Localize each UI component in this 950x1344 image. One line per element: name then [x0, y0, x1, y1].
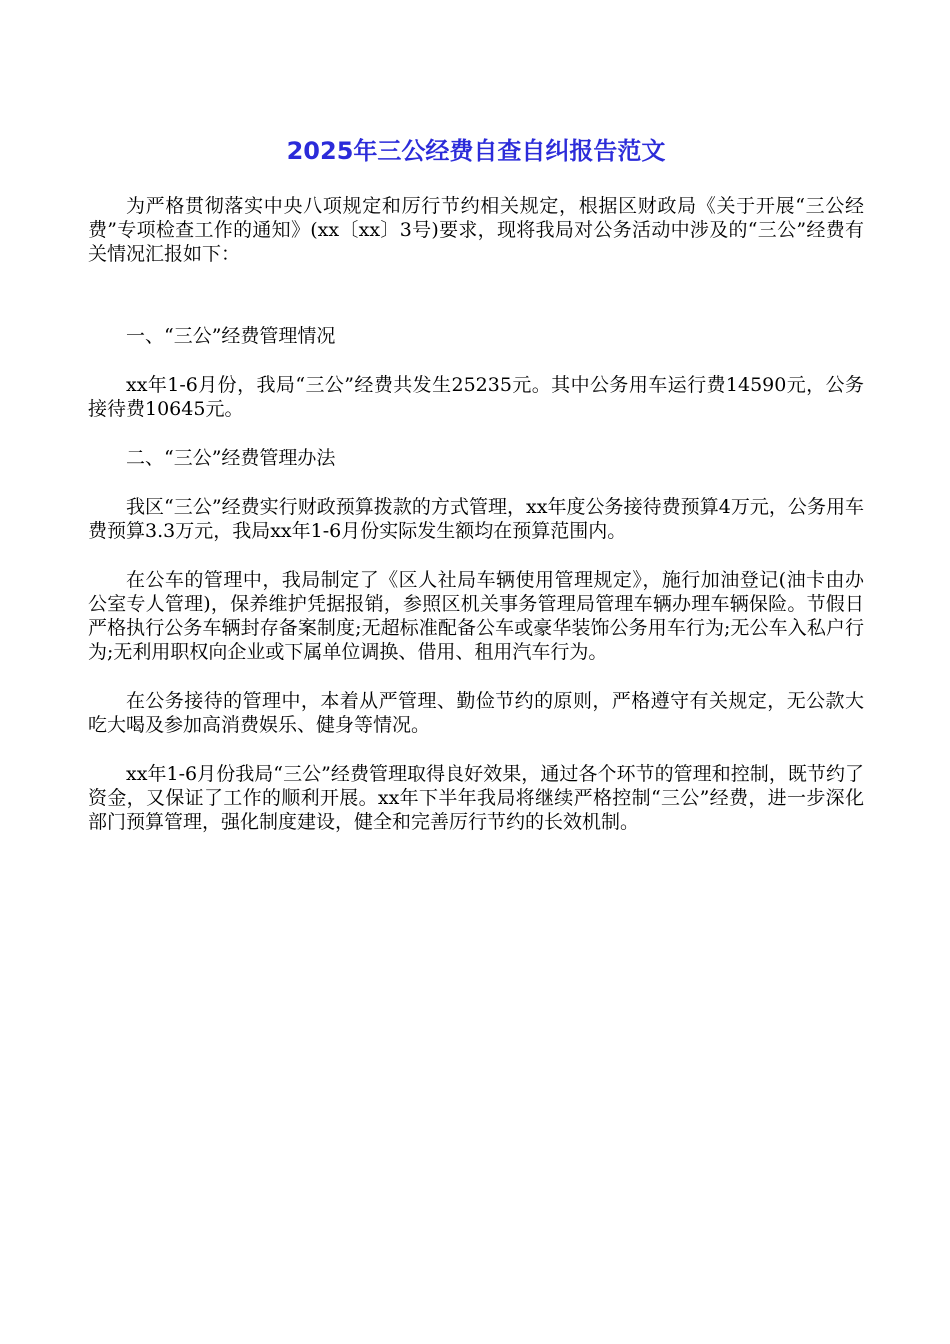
document-title: 2025年三公经费自查自纠报告范文	[286, 137, 666, 165]
body-paragraph: 我区“三公”经费实行财政预算拨款的方式管理，xx年度公务接待费预算4万元，公务用车费预算3.3万元，我局xx年1-6月份实际发生额均在预算范围内。	[88, 496, 864, 542]
intro-paragraph: 为严格贯彻落实中央八项规定和厉行节约相关规定，根据区财政局《关于开展“三公经费”专项检查工作的通知》(xx〔xx〕3号)要求，现将我局对公务活动中涉及的“三公”经费有关情况汇报如下：	[88, 195, 864, 265]
document-page	[88, 134, 864, 834]
section-heading-2: 二、“三公”经费管理办法	[126, 447, 336, 469]
body-paragraph: 在公车的管理中，我局制定了《区人社局车辆使用管理规定》，施行加油登记(油卡由办公室专人管理)，保养维护凭据报销，参照区机关事务管理局管理车辆办理车辆保险。节假日严格执行公务车辆封存备案制度;无超标准配备公车或豪华装饰公务用车行为;无公车入私户行为;无利用职权向企业或下属单位调换、借用、租用汽车行为。	[88, 569, 864, 663]
body-paragraph: xx年1-6月份，我局“三公”经费共发生25235元。其中公务用车运行费14590元，公务接待费10645元。	[88, 374, 864, 420]
body-paragraph: 在公务接待的管理中，本着从严管理、勤俭节约的原则，严格遵守有关规定，无公款大吃大喝及参加高消费娱乐、健身等情况。	[88, 690, 864, 736]
conclusion-paragraph: xx年1-6月份我局“三公”经费管理取得良好效果，通过各个环节的管理和控制，既节约了资金，又保证了工作的顺利开展。xx年下半年我局将继续严格控制“三公”经费，进一步深化部门预算管理，强化制度建设，健全和完善厉行节约的长效机制。	[88, 763, 864, 833]
section-heading-1: 一、“三公”经费管理情况	[126, 325, 336, 347]
